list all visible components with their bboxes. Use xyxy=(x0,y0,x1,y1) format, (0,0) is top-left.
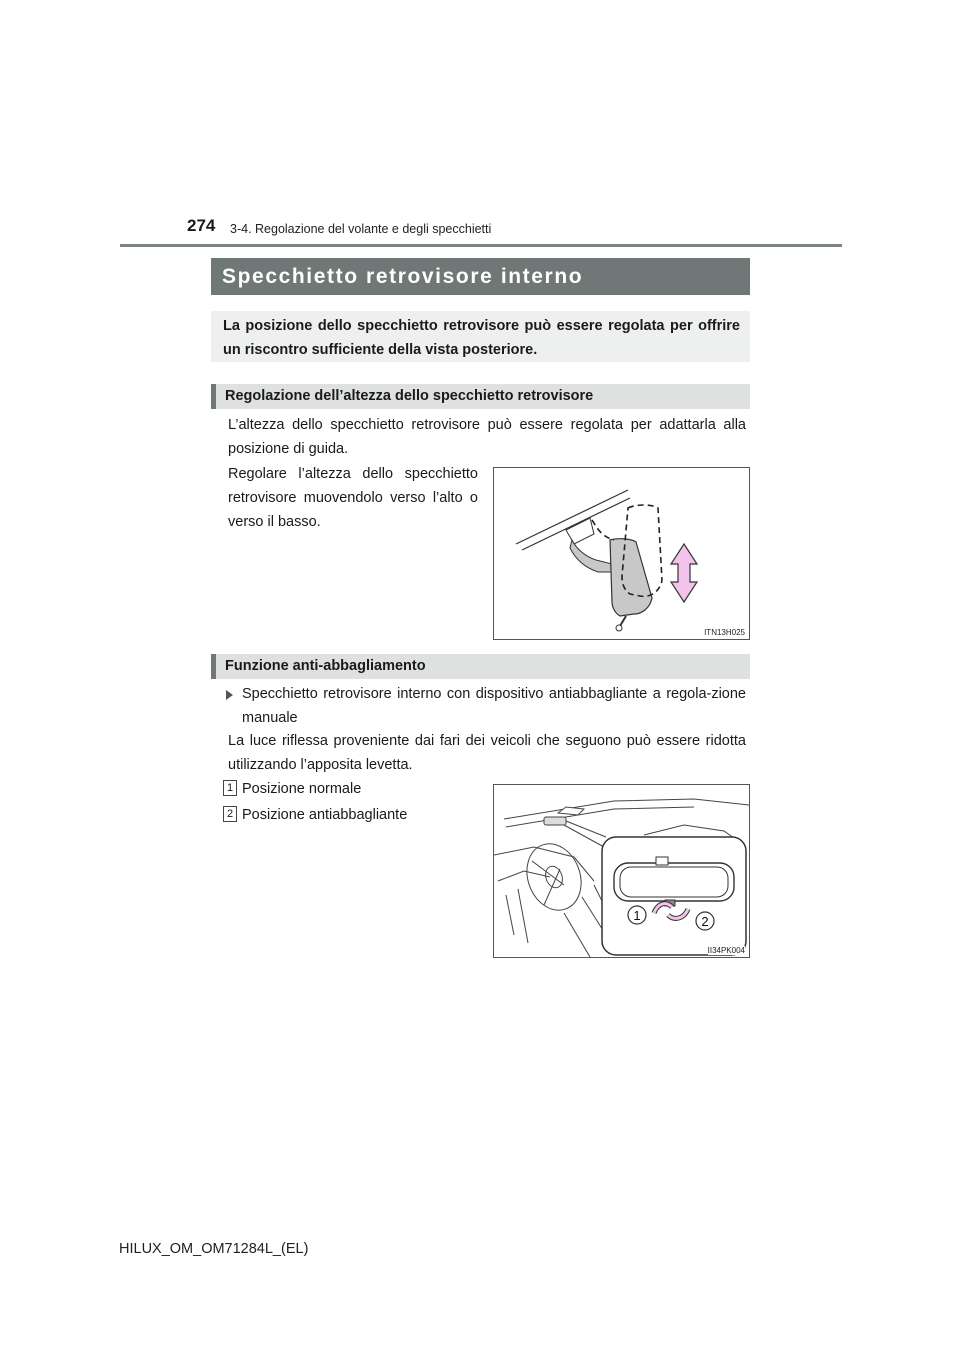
height-instruction: Regolare l’altezza dello specchietto retrovisore muovendolo verso l’alto o verso il basso. xyxy=(228,466,478,530)
intro-box: La posizione dello specchietto retrovisore può essere regolata per offrire un riscontro sufficiente della vista posteriore. xyxy=(211,311,750,362)
callout-number-2: 2 xyxy=(701,914,709,929)
height-paragraph: L’altezza dello specchietto retrovisore può essere regolata per adattarla alla posizione di guida. xyxy=(228,417,746,457)
item-number-1: 1 xyxy=(223,780,237,796)
mirror-height-illustration xyxy=(494,468,749,639)
section-heading-antiglare: Funzione anti-abbagliamento xyxy=(211,654,750,679)
bullet-triangle-icon xyxy=(226,690,233,700)
item-number-2: 2 xyxy=(223,806,237,822)
page-title: Specchietto retrovisore interno xyxy=(211,258,750,295)
antiglare-illustration xyxy=(494,785,749,957)
item-label-antiglare: Posizione antiabbagliante xyxy=(242,807,408,823)
section-reference: 3-4. Regolazione del volante e degli specchietti xyxy=(230,222,492,236)
mirror-height-figure xyxy=(493,467,750,640)
antiglare-figure xyxy=(493,784,750,958)
footer-doc-code: HILUX_OM_OM71284L_(EL) xyxy=(119,1241,309,1257)
header-rule xyxy=(120,244,842,247)
page-number: 274 xyxy=(187,216,216,235)
item-label-normal: Posizione normale xyxy=(242,781,362,797)
callout-number-1: 1 xyxy=(633,908,641,923)
antiglare-bullet: Specchietto retrovisore interno con dispositivo antiabbagliante a regola-zione manuale xyxy=(242,686,746,726)
figure-code: ITN13H025 xyxy=(704,628,745,637)
antiglare-paragraph: La luce riflessa proveniente dai fari dei veicoli che seguono può essere ridotta utilizzando l’apposita levetta. xyxy=(228,733,746,773)
section-heading-height: Regolazione dell’altezza dello specchietto retrovisore xyxy=(211,384,750,409)
figure-code: II34PK004 xyxy=(707,946,745,955)
